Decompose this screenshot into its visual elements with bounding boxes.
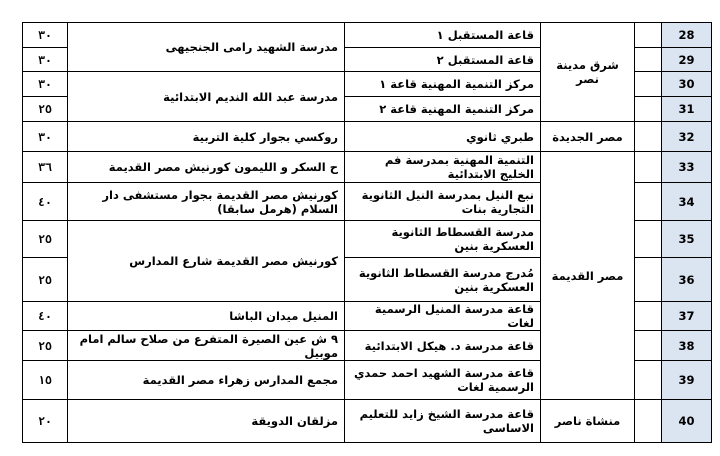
hall-cell: مدرسة القسطاط الثانوية العسكرية بنين — [345, 221, 541, 258]
area-cell: منشاة ناصر — [541, 400, 635, 443]
hall-cell: قاعة المستقبل ٢ — [345, 48, 541, 72]
blank-cell — [635, 152, 662, 183]
blank-cell — [635, 400, 662, 443]
location-cell: مدرسة الشهيد رامى الجنجيهى — [68, 23, 345, 72]
capacity-cell: ٣٠ — [23, 48, 68, 72]
blank-cell — [635, 331, 662, 361]
capacity-cell: ١٥ — [23, 361, 68, 400]
serial-number-cell: 29 — [662, 48, 712, 72]
blank-cell — [635, 72, 662, 97]
capacity-cell: ٢٠ — [23, 400, 68, 443]
blank-cell — [635, 97, 662, 122]
hall-cell: نبع النيل بمدرسة النيل الثانوية التجارية بنات — [345, 183, 541, 221]
capacity-cell: ٣٠ — [23, 23, 68, 48]
blank-cell — [635, 302, 662, 331]
area-cell: مصر الجديدة — [541, 122, 635, 152]
capacity-cell: ٤٠ — [23, 183, 68, 221]
blank-cell — [635, 122, 662, 152]
serial-number-cell: 36 — [662, 258, 712, 302]
serial-number-cell: 37 — [662, 302, 712, 331]
table-row — [23, 152, 712, 183]
location-cell: المنيل ميدان الباشا — [68, 302, 345, 331]
capacity-cell: ٣٠ — [23, 122, 68, 152]
serial-number-cell: 39 — [662, 361, 712, 400]
hall-cell: قاعة المستقبل ١ — [345, 23, 541, 48]
serial-number-cell: 34 — [662, 183, 712, 221]
blank-cell — [635, 48, 662, 72]
capacity-cell: ٣٠ — [23, 72, 68, 97]
area-cell: شرق مدينة نصر — [541, 23, 635, 122]
training-halls-table — [22, 22, 712, 443]
location-cell: روكسي بجوار كلية التربية — [68, 122, 345, 152]
table-row — [23, 122, 712, 152]
table-row — [23, 400, 712, 443]
capacity-cell: ٢٥ — [23, 97, 68, 122]
hall-cell: مُدرج مدرسة القسطاط الثانوية العسكرية بنين — [345, 258, 541, 302]
area-cell: مصر القديمة — [541, 152, 635, 400]
serial-number-cell: 32 — [662, 122, 712, 152]
location-cell: مدرسة عبد الله النديم الابتدائية — [68, 72, 345, 122]
serial-number-cell: 30 — [662, 72, 712, 97]
hall-cell: قاعة مدرسة الشيخ زايد للتعليم الاساسى — [345, 400, 541, 443]
location-cell: كورنيش مصر القديمة شارع المدارس — [68, 221, 345, 302]
serial-number-cell: 38 — [662, 331, 712, 361]
serial-number-cell: 33 — [662, 152, 712, 183]
hall-cell: قاعة مدرسة المنيل الرسمية لغات — [345, 302, 541, 331]
blank-cell — [635, 23, 662, 48]
location-cell: ٩ ش عين الصيرة المتفرع من صلاح سالم امام موبيل — [68, 331, 345, 361]
serial-number-cell: 31 — [662, 97, 712, 122]
table-row — [23, 23, 712, 48]
blank-cell — [635, 183, 662, 221]
capacity-cell: ٣٦ — [23, 152, 68, 183]
capacity-cell: ٢٥ — [23, 331, 68, 361]
hall-cell: مركز التنمية المهنية قاعة ٢ — [345, 97, 541, 122]
capacity-cell: ٢٥ — [23, 258, 68, 302]
capacity-cell: ٢٥ — [23, 221, 68, 258]
serial-number-cell: 35 — [662, 221, 712, 258]
blank-cell — [635, 221, 662, 258]
hall-cell: طبري ثانوي — [345, 122, 541, 152]
hall-cell: التنمية المهنية بمدرسة فم الخليج الابتدائية — [345, 152, 541, 183]
location-cell: ح السكر و الليمون كورنيش مصر القديمة — [68, 152, 345, 183]
location-cell: مجمع المدارس زهراء مصر القديمة — [68, 361, 345, 400]
serial-number-cell: 40 — [662, 400, 712, 443]
hall-cell: مركز التنمية المهنية قاعة ١ — [345, 72, 541, 97]
allocation-table-sheet — [22, 22, 711, 443]
location-cell: كورنيش مصر القديمة بجوار مستشفى دار السلام (هرمل سابقا) — [68, 183, 345, 221]
hall-cell: قاعة مدرسة د. هيكل الابتدائية — [345, 331, 541, 361]
blank-cell — [635, 258, 662, 302]
location-cell: مزلقان الدويقة — [68, 400, 345, 443]
capacity-cell: ٤٠ — [23, 302, 68, 331]
serial-number-cell: 28 — [662, 23, 712, 48]
hall-cell: قاعة مدرسة الشهيد احمد حمدي الرسمية لغات — [345, 361, 541, 400]
blank-cell — [635, 361, 662, 400]
